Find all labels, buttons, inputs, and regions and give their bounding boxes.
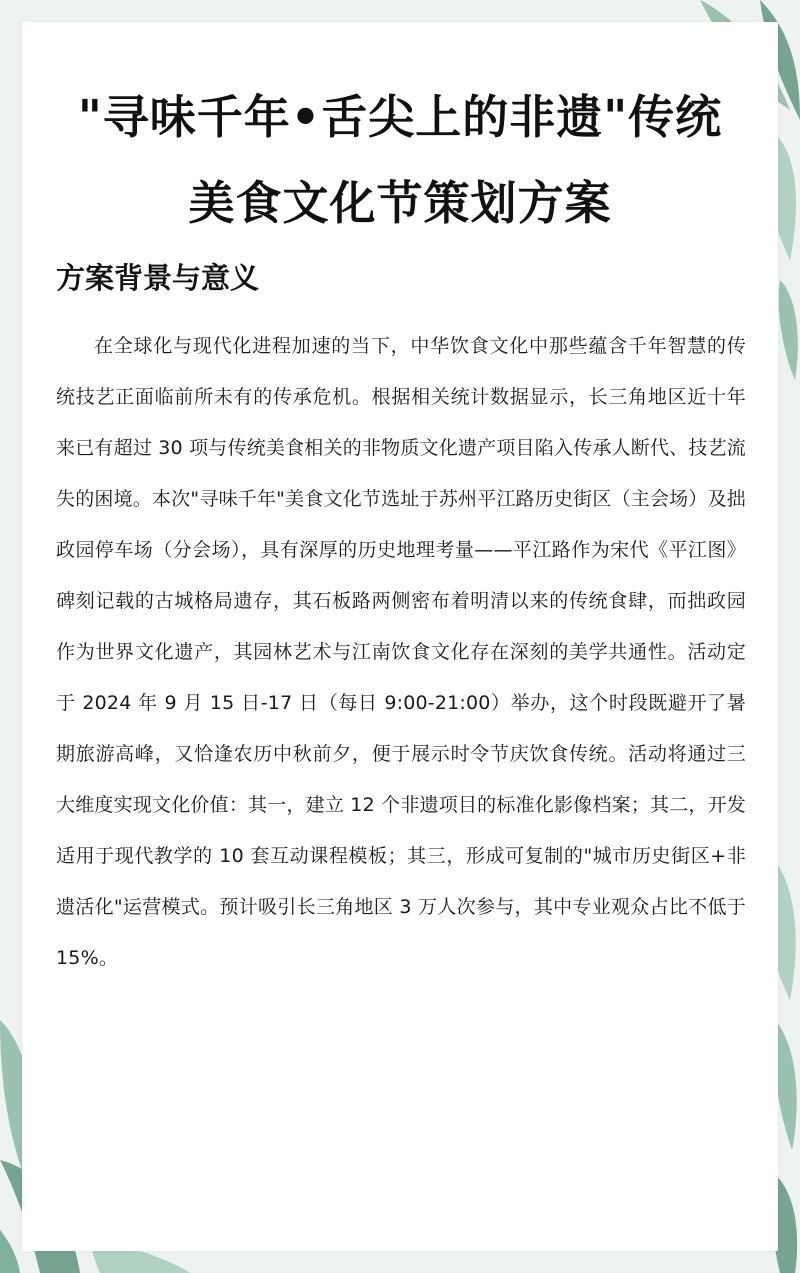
title-line-1: "寻味千年•舌尖上的非遗"传统	[77, 90, 723, 144]
page-title	[22, 74, 778, 246]
document-card	[22, 22, 778, 1251]
section-title: 方案背景与意义	[56, 261, 260, 295]
title-line-2: 美食文化节策划方案	[188, 176, 612, 230]
body-paragraph: 在全球化与现代化进程加速的当下，中华饮食文化中那些蕴含千年智慧的传统技艺正面临前所未有的传承危机。根据相关统计数据显示，长三角地区近十年来已有超过 30 项与传统美食相关的非物质文化遗产项目陷入传承人断代、技艺流失的困境。本次"寻味千年"美食文化节选址于苏州平江路历史街区（主会场）及拙政园停车场（分会场），具有深厚的历史地理考量——平江路作为宋代《平江图》碑刻记载的古城格局遗存，其石板路两侧密布着明清以来的传统食肆，而拙政园作为世界文化遗产，其园林艺术与江南饮食文化存在深刻的美学共通性。活动定于 2024 年 9 月 15 日-17 日（每日 9:00-21:00）举办，这个时段既避开了暑期旅游高峰，又恰逢农历中秋前夕，便于展示时令节庆饮食传统。活动将通过三大维度实现文化价值：其一，建立 12 个非遗项目的标准化影像档案；其二，开发适用于现代教学的 10 套互动课程模板；其三，形成可复制的"城市历史街区+非遗活化"运营模式。预计吸引长三角地区 3 万人次参与，其中专业观众占比不低于 15%。	[56, 335, 746, 969]
